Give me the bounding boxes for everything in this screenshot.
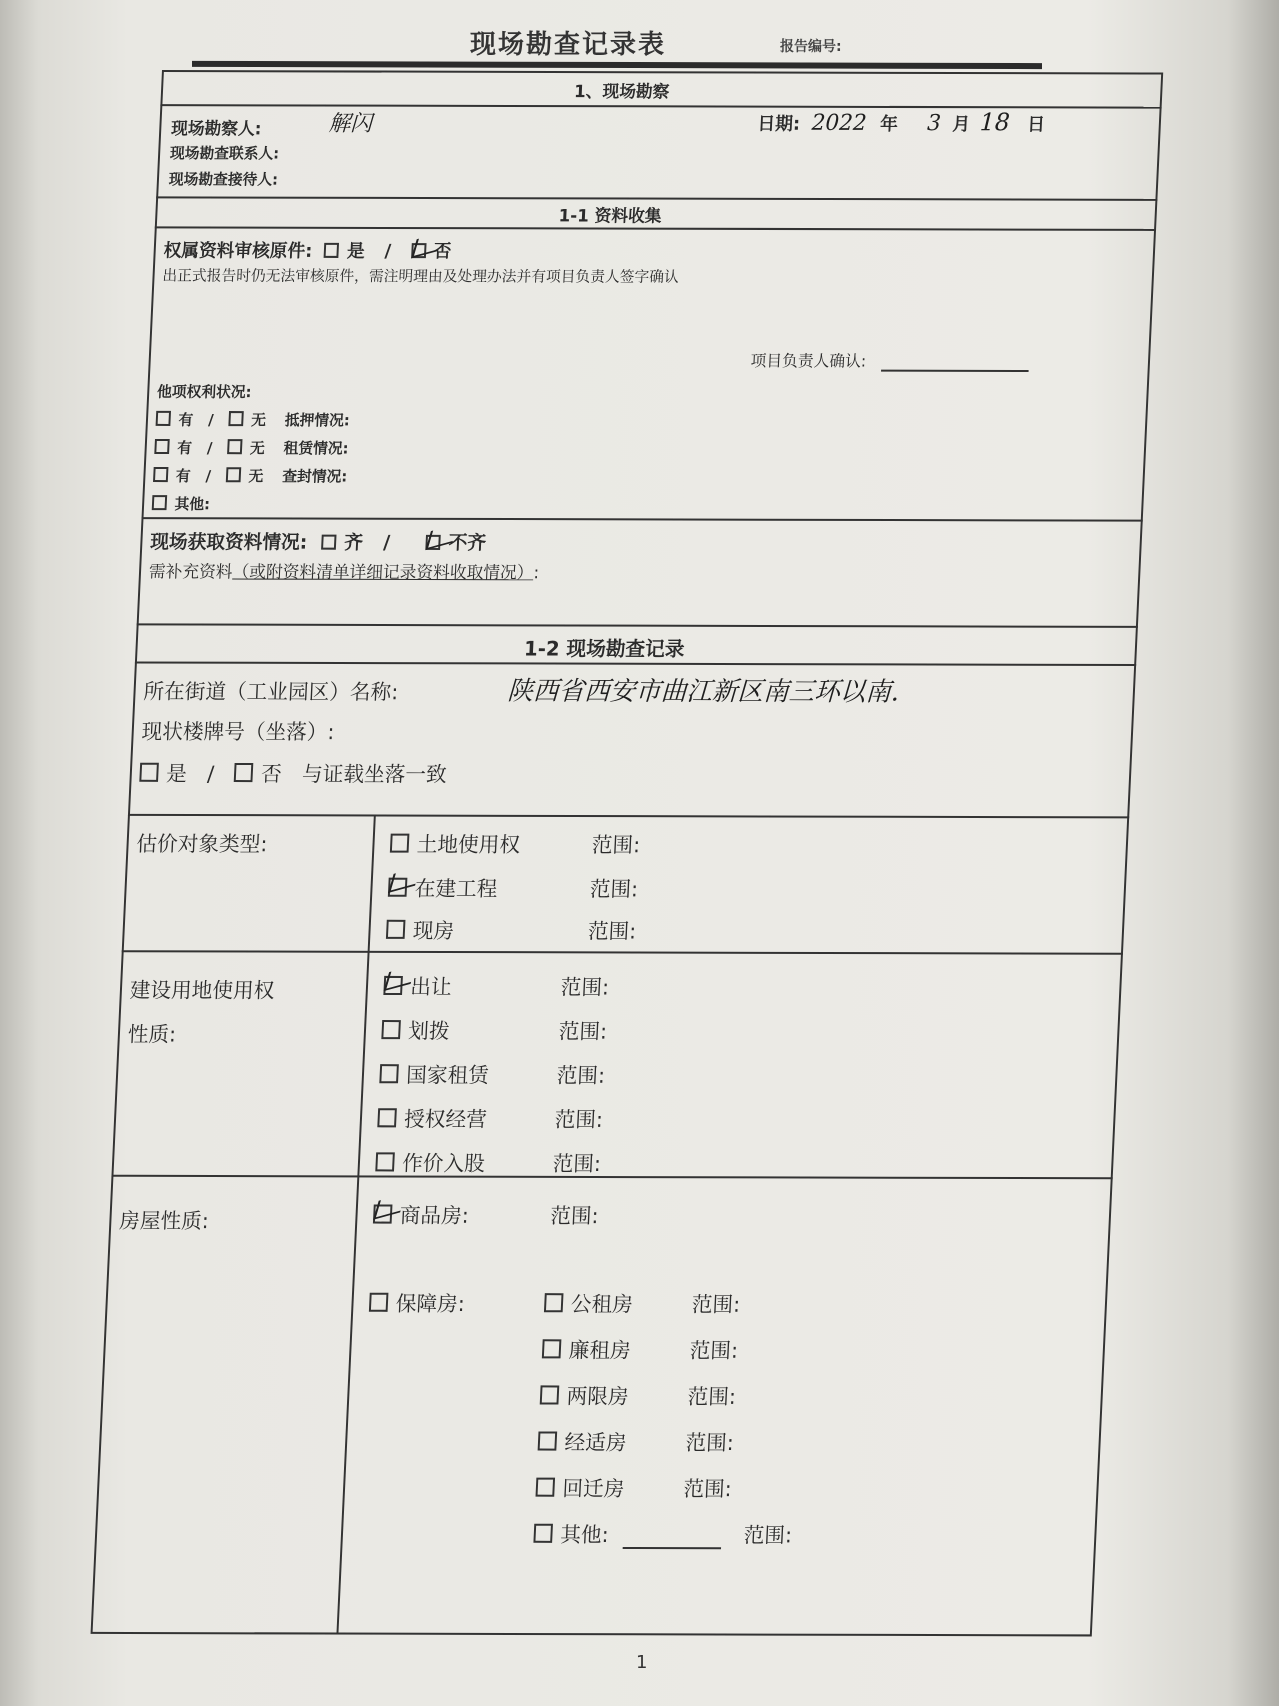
separator: / [384, 241, 392, 263]
incomplete-checkbox[interactable] [426, 535, 441, 550]
inspector-label: 现场勘察人: [170, 119, 262, 140]
affordable-price-limited [539, 1380, 737, 1410]
no-label: 否 [260, 762, 283, 787]
other-fill-line[interactable] [622, 1547, 720, 1549]
object-option-land [390, 829, 641, 859]
consistent-label: 与证载坐落一致 [301, 762, 448, 787]
contact-label: 现场勘查联系人: [169, 144, 280, 163]
date-field [757, 108, 1046, 137]
ownership-yes-checkbox[interactable] [324, 243, 339, 258]
option-label: 其他: [559, 1522, 610, 1547]
economic-checkbox[interactable] [538, 1432, 558, 1451]
lease-label: 租赁情况: [283, 439, 349, 458]
land-option-allocation [381, 1015, 608, 1045]
mortgage-none-checkbox[interactable] [228, 411, 243, 426]
none-label: 无 [250, 411, 267, 430]
seal-label: 查封情况: [281, 467, 348, 486]
has-label: 有 [175, 467, 192, 486]
scope-label: 范围: [556, 1063, 606, 1088]
object-type-label: 估价对象类型: [135, 831, 268, 857]
consistent-no-checkbox[interactable] [234, 763, 254, 782]
seal-none-checkbox[interactable] [226, 467, 241, 482]
receiver-label: 现场勘查接待人: [168, 170, 279, 189]
affordable-checkbox[interactable] [369, 1293, 389, 1312]
section-1-title: 1、现场勘察 [573, 82, 670, 103]
lease-none-checkbox[interactable] [227, 439, 242, 454]
commercial-checkbox[interactable] [373, 1204, 393, 1223]
option-label: 回迁房 [561, 1476, 625, 1501]
ownership-label: 权属资料审核原件: [163, 240, 313, 262]
object-option-existing [386, 915, 637, 945]
land-option-authorized [377, 1103, 604, 1133]
confirm-row [750, 348, 1029, 372]
scope-label: 范围: [554, 1107, 604, 1132]
year-char: 年 [879, 113, 899, 136]
month-char: 月 [951, 114, 971, 136]
scope-label: 范围: [691, 1292, 741, 1317]
existing-house-checkbox[interactable] [386, 920, 406, 939]
title-rule [192, 61, 1042, 69]
affordable-public-rental [544, 1288, 741, 1318]
state-lease-checkbox[interactable] [379, 1064, 399, 1083]
affordable-other-checkbox[interactable] [533, 1524, 553, 1543]
confirm-signature-line[interactable] [881, 370, 1029, 372]
land-nature-label-line1: 建设用地使用权 [129, 978, 275, 1003]
equity-checkbox[interactable] [375, 1152, 395, 1171]
page-number: 1 [636, 1652, 648, 1673]
object-option-construction [388, 873, 639, 903]
scope-label: 范围: [743, 1523, 793, 1548]
ownership-note: 出正式报告时仍无法审核原件，需注明理由及处理办法并有项目负责人签字确认 [162, 266, 680, 286]
affordable-resettlement [535, 1473, 733, 1503]
scope-label: 范围: [682, 1476, 733, 1502]
inspection-form [91, 70, 1264, 1637]
authorized-checkbox[interactable] [377, 1108, 397, 1127]
date-day: 18 [979, 108, 1011, 137]
seal-has-checkbox[interactable] [153, 467, 168, 482]
land-use-checkbox[interactable] [390, 834, 410, 853]
supplement-row [148, 557, 539, 583]
lease-has-checkbox[interactable] [154, 439, 169, 454]
supplement-label: 需补充资料 [148, 562, 233, 583]
allocation-checkbox[interactable] [381, 1020, 401, 1039]
scope-label: 范围: [558, 1019, 608, 1044]
rights-label: 他项权利状况: [156, 382, 252, 402]
option-label: 经适房 [563, 1430, 628, 1455]
consistency-row: 是 / 否 与证载坐落一致 [139, 758, 447, 789]
option-label: 保障房: [395, 1291, 466, 1317]
consistent-yes-checkbox[interactable] [139, 763, 159, 782]
date-month: 3 [926, 111, 942, 137]
option-label: 出让 [409, 974, 453, 1000]
scope-label: 范围: [687, 1384, 737, 1409]
right-row-lease: 有 / 无 租赁情况: [154, 437, 349, 459]
date-year: 2022 [811, 110, 868, 136]
construction-checkbox[interactable] [388, 878, 408, 897]
option-label: 作价入股 [401, 1151, 486, 1176]
scope-label: 范围: [589, 877, 639, 902]
scope-label: 范围: [560, 975, 610, 1000]
scope-label: 范围: [591, 833, 641, 858]
option-label: 商品房: [399, 1203, 470, 1228]
supplement-note: （或附资料清单详细记录资料收取情况） [232, 562, 534, 584]
affordable-economic [537, 1426, 735, 1456]
scope-label: 范围: [552, 1151, 602, 1176]
option-label: 现房 [412, 918, 455, 944]
scope-label: 范围: [689, 1338, 739, 1363]
ownership-no-checkbox[interactable] [411, 243, 426, 258]
affordable-other [533, 1519, 793, 1550]
date-label: 日期: [757, 113, 801, 135]
land-nature-label-line2: 性质: [127, 1022, 177, 1047]
resettlement-checkbox[interactable] [536, 1478, 556, 1497]
right-row-other [152, 493, 211, 514]
option-label: 国家租赁 [405, 1063, 490, 1088]
scope-label: 范围: [587, 919, 637, 944]
option-label: 廉租房 [568, 1338, 632, 1363]
land-option-lease [379, 1059, 606, 1089]
right-row-seal: 有 / 无 查封情况: [153, 465, 348, 487]
report-number-label: 报告编号: [780, 39, 842, 55]
house-option-affordable [369, 1288, 466, 1318]
document-title: 现场勘查记录表 [470, 30, 667, 60]
right-row-mortgage: 有 / 无 抵押情况: [155, 409, 350, 431]
has-label: 有 [176, 439, 193, 458]
option-label: 土地使用权 [416, 832, 521, 857]
mortgage-has-checkbox[interactable] [156, 411, 171, 426]
scope-label: 范围: [684, 1430, 735, 1456]
option-label: 公租房 [570, 1292, 634, 1317]
ownership-row [163, 236, 452, 263]
option-label: 两限房 [566, 1384, 630, 1409]
low-rent-checkbox[interactable] [542, 1339, 562, 1358]
yes-label: 是 [165, 761, 188, 786]
inspector-signature: 解闪 [328, 111, 373, 137]
other-checkbox[interactable] [152, 495, 167, 510]
public-rental-checkbox[interactable] [544, 1293, 564, 1312]
land-option-equity [375, 1147, 602, 1177]
section-1-1-title: 1-1 资料收集 [558, 206, 662, 227]
colon: : [532, 563, 540, 584]
ownership-no-label: 否 [433, 241, 452, 263]
onsite-row: 现场获取资料情况: 齐 / 不齐 [149, 531, 487, 555]
affordable-low-rent [542, 1334, 739, 1364]
onsite-label: 现场获取资料情况: [149, 531, 308, 554]
street-label: 所在街道（工业园区）名称: [142, 679, 399, 705]
option-label: 在建工程 [414, 876, 498, 902]
scope-label: 范围: [549, 1203, 600, 1229]
complete-label: 齐 [343, 531, 364, 554]
price-limited-checkbox[interactable] [540, 1385, 560, 1404]
plate-label: 现状楼牌号（坐落）: [141, 719, 335, 745]
land-option-transfer [383, 971, 610, 1001]
none-label: 无 [249, 439, 266, 458]
house-nature-label: 房屋性质: [118, 1208, 210, 1234]
ownership-yes-label: 是 [346, 240, 366, 263]
none-label: 无 [248, 467, 264, 486]
house-option-commercial [373, 1199, 600, 1229]
option-label: 授权经营 [403, 1107, 488, 1132]
other-label: 其他: [174, 495, 211, 514]
confirm-label: 项目负责人确认: [750, 351, 867, 371]
transfer-checkbox[interactable] [383, 976, 403, 995]
day-char: 日 [1026, 114, 1046, 136]
section-1-2-title: 1-2 现场勘查记录 [523, 636, 686, 661]
incomplete-label: 不齐 [448, 531, 487, 555]
option-label: 划拨 [407, 1019, 451, 1044]
complete-checkbox[interactable] [321, 535, 336, 550]
has-label: 有 [178, 410, 194, 430]
street-value: 陕西省西安市曲江新区南三环以南. [506, 676, 900, 708]
mortgage-label: 抵押情况: [284, 411, 351, 430]
